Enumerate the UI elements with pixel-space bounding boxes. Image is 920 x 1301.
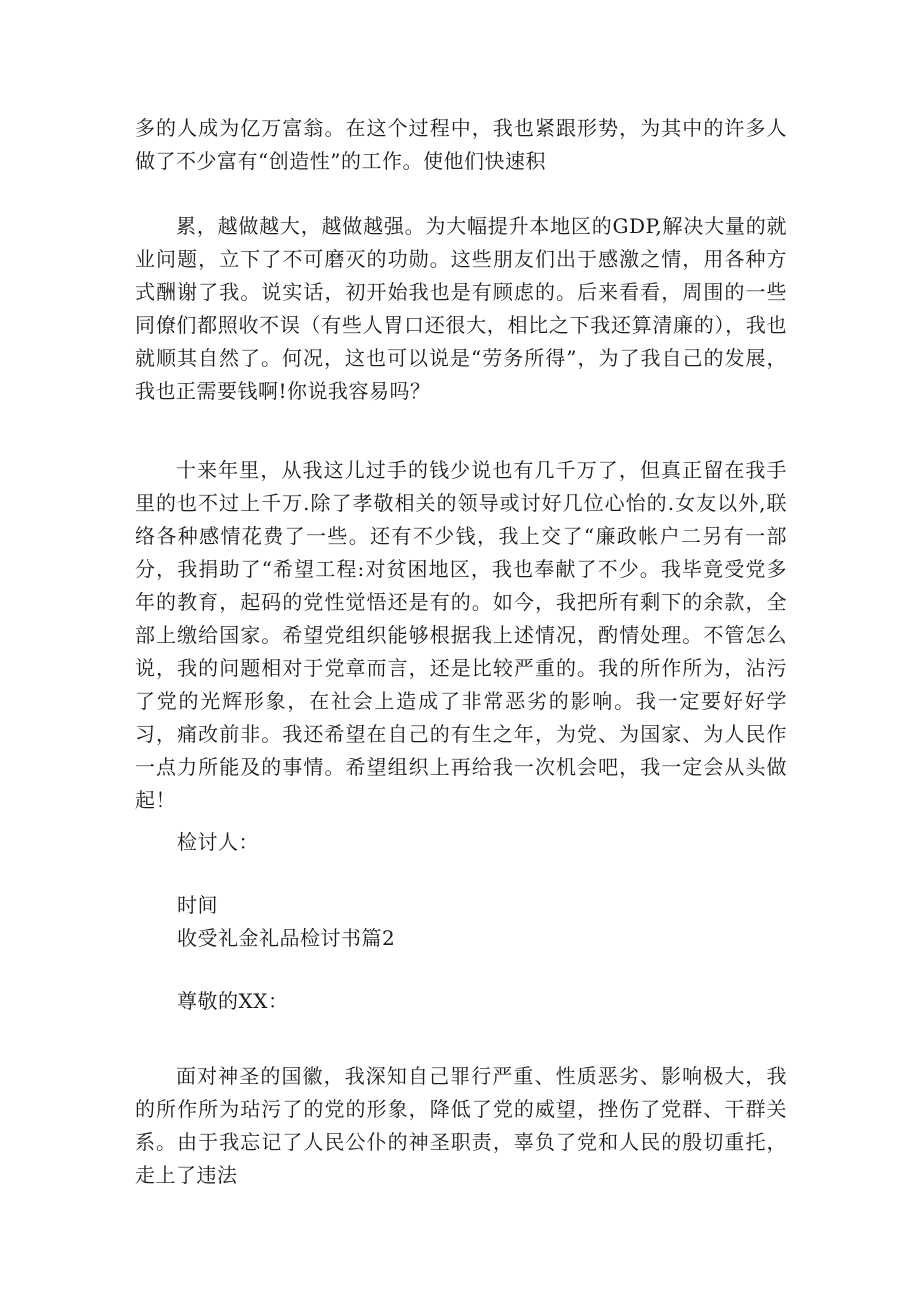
salutation: 尊敬的XX： [177, 989, 289, 1013]
paragraph-confession: 面对神圣的国徽，我深知自己罪行严重、性质恶劣、影响极大，我的所作所为玷污了的党的形象，降低了党的威望，挫伤了党群、干群关系。由于我忘记了人民公仆的神圣职责，辜负了党和人民的殷切重托，走上了违法 [135, 1064, 787, 1187]
time-label: 时间 [177, 893, 218, 917]
paragraph-gratitude: 累，越做越大，越做越强。为大幅提升本地区的GDP,解决大量的就业问题，立下了不可磨灭的功勋。这些朋友们出于感激之情，用各种方式酬谢了我。说实话，初开始我也是有顾虑的。后来看看，周围的一些同僚们都照收不误（有些人胃口还很大，相比之下我还算清廉的），我也就顺其自然了。何况，这也可以说是“劳务所得”，为了我自己的发展，我也正需要钱啊!你说我容易吗？ [135, 214, 787, 403]
signer-label: 检讨人： [177, 830, 259, 854]
paragraph-continued: 多的人成为亿万富翁。在这个过程中，我也紧跟形势，为其中的许多人做了不少富有“创造性”的工作。使他们快速积 [135, 116, 787, 173]
section-heading: 收受礼金礼品检讨书篇2 [177, 926, 396, 950]
paragraph-money-handling: 十来年里，从我这儿过手的钱少说也有几千万了，但真正留在我手里的也不过上千万.除了孝敬相关的领导或讨好几位心怡的.女友以外,联络各种感情花费了一些。还有不少钱，我上交了“廉政帐户二另有一部分，我捐助了“希望工程:对贫困地区，我也奉献了不少。我毕竟受党多年的教育，起码的党性觉悟还是有的。如今，我把所有剩下的余款，全部上缴给国家。希望党组织能够根据我上述情况，酌情处理。不管怎么说，我的问题相对于党章而言，还是比较严重的。我的所作所为，沾污了党的光辉形象，在社会上造成了非常恶劣的影响。我一定要好好学习，痛改前非。我还希望在自己的有生之年，为党、为国家、为人民作一点力所能及的事情。希望组织上再给我一次机会吧，我一定会从头做起！ [135, 458, 787, 812]
